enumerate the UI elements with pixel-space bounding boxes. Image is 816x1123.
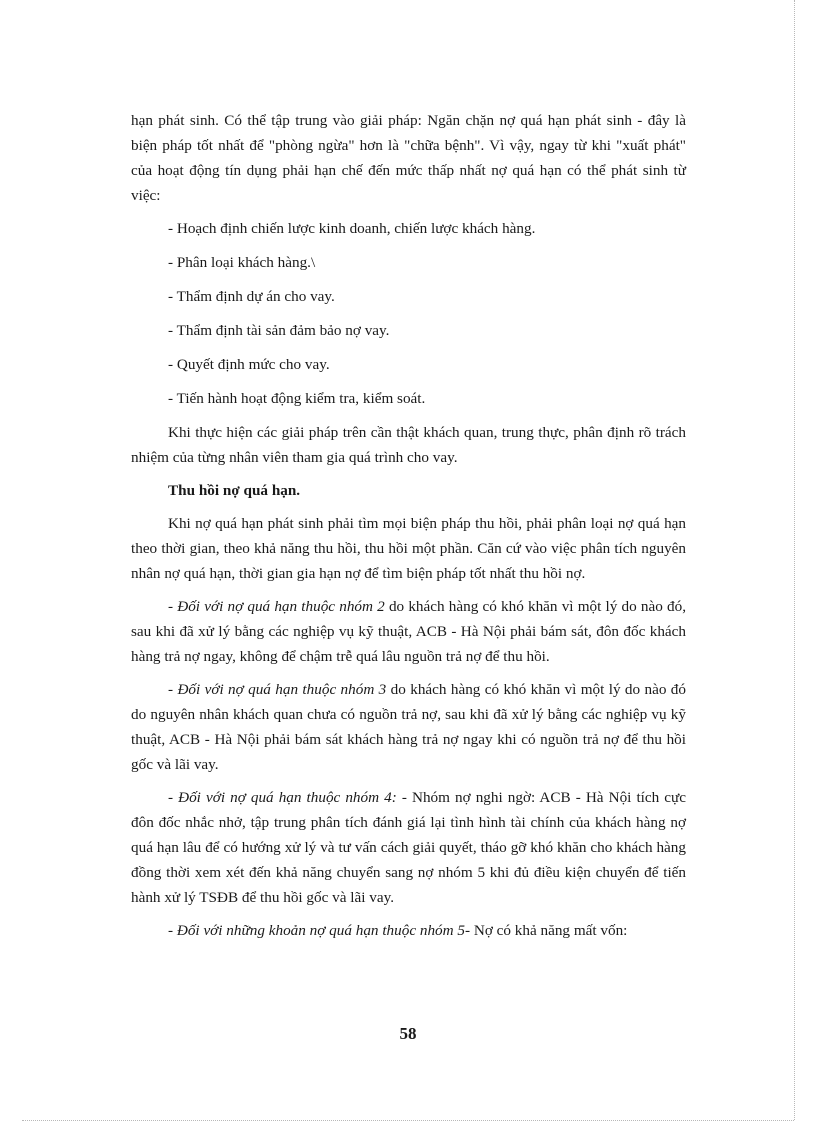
group-5-text: - Nợ có khả năng mất vốn: <box>465 922 628 939</box>
list-item: - Tiến hành hoạt động kiểm tra, kiểm soát. <box>168 390 426 407</box>
group-4-dash: - <box>168 789 179 806</box>
group-5-dash: - <box>168 922 177 939</box>
document-body <box>131 108 686 951</box>
paragraph-group-5 <box>131 918 686 943</box>
group-3-dash: - <box>168 681 178 698</box>
group-2-text: do khách hàng có khó khăn vì một lý do nào đó, sau khi đã xử lý bằng các nghiệp vụ kỹ thuật, ACB - Hà Nội phải bám sát, đôn đốc khách hàng trả nợ ngay, không để chậm trễ quá lâu nguồn trả nợ để thu hồi. <box>131 598 686 665</box>
section-heading: Thu hồi nợ quá hạn. <box>168 482 301 499</box>
list-item: - Phân loại khách hàng.\ <box>168 254 316 271</box>
page-number: 58 <box>399 1024 417 1043</box>
group-3-label: Đối với nợ quá hạn thuộc nhóm 3 <box>177 681 387 698</box>
list-item: - Thẩm định dự án cho vay. <box>168 288 335 305</box>
paragraph-group-2 <box>131 594 686 669</box>
list-item: - Thẩm định tài sản đảm bảo nợ vay. <box>168 322 390 339</box>
paragraph-intro: hạn phát sinh. Có thể tập trung vào giải pháp: Ngăn chặn nợ quá hạn phát sinh - đây là biện pháp tốt nhất để "phòng ngừa" hơn là "chữa bệnh". Vì vậy, ngay từ khi "xuất phát" của hoạt động tín dụng phải hạn chế đến mức thấp nhất nợ quá hạn có thể phát sinh từ việc: <box>131 112 686 204</box>
group-2-dash: - <box>168 598 178 615</box>
paragraph-objectivity: Khi thực hiện các giải pháp trên cần thật khách quan, trung thực, phân định rõ trách nhiệm của từng nhân viên tham gia quá trình cho vay. <box>131 424 686 466</box>
paragraph-recovery: Khi nợ quá hạn phát sinh phải tìm mọi biện pháp thu hồi, phải phân loại nợ quá hạn theo thời gian, theo khả năng thu hồi, thu hồi một phần. Căn cứ vào việc phân tích nguyên nhân nợ quá hạn, thời gian gia hạn nợ để tìm biện pháp tốt nhất thu hồi nợ. <box>131 515 686 582</box>
list-item: - Hoạch định chiến lược kinh doanh, chiến lược khách hàng. <box>168 220 536 237</box>
group-5-label: Đối với những khoản nợ quá hạn thuộc nhóm 5 <box>176 922 465 939</box>
paragraph-group-3 <box>131 677 686 777</box>
group-4-text: - Nhóm nợ nghi ngờ: ACB - Hà Nội tích cực đôn đốc nhắc nhở, tập trung phân tích đánh giá lại tình hình tài chính của khách hàng nợ quá hạn lâu để có hướng xử lý và tư vấn cách giải quyết, tháo gỡ khó khăn cho khách hàng đồng thời xem xét đến khả năng chuyển sang nợ nhóm 5 khi đủ điều kiện chuyển để tiến hành xử lý TSĐB để thu hồi gốc và lãi vay. <box>131 789 686 906</box>
list-item: - Quyết định mức cho vay. <box>168 356 330 373</box>
group-4-label: Đối với nợ quá hạn thuộc nhóm 4: <box>178 789 397 806</box>
paragraph-group-4 <box>131 785 686 910</box>
page-bottom-border <box>22 1120 794 1121</box>
group-2-label: Đối với nợ quá hạn thuộc nhóm 2 <box>177 598 385 615</box>
group-3-text: do khách hàng có khó khăn vì một lý do nào đó do nguyên nhân khách quan chưa có nguồn trả nợ, sau khi đã xử lý bằng các nghiệp vụ kỹ thuật, ACB - Hà Nội phải bám sát khách hàng trả nợ ngay khi có nguồn trả nợ để thu hồi gốc và lãi vay. <box>131 681 686 773</box>
